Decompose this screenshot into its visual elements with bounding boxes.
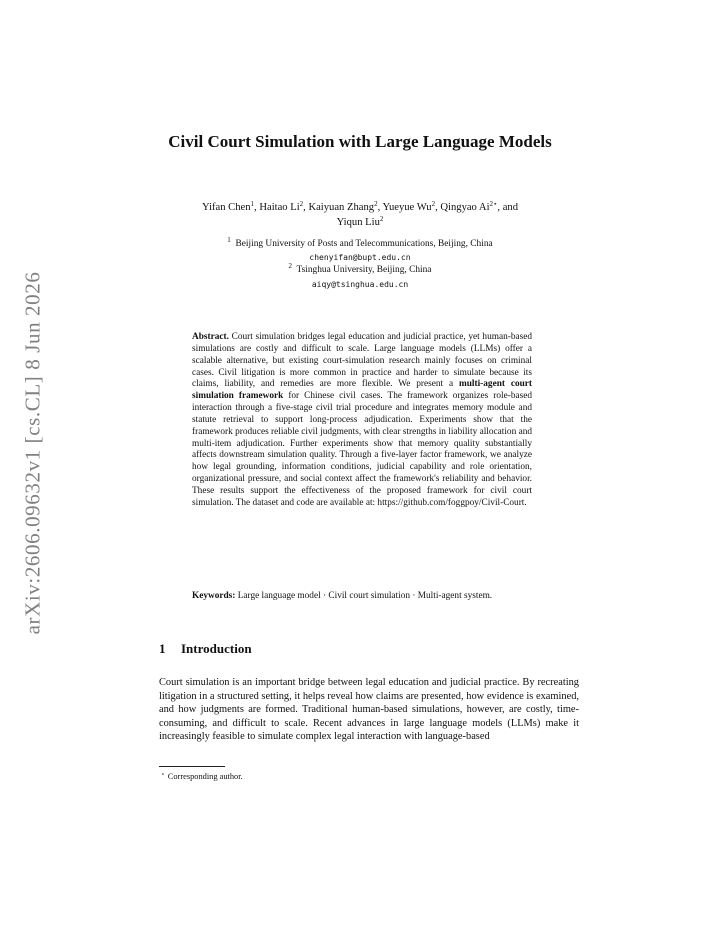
author-name: Kaiyuan Zhang bbox=[308, 202, 375, 213]
author-affil-mark: 2 bbox=[379, 215, 384, 223]
abstract-highlight: multi-agent court simulation framework bbox=[192, 379, 532, 402]
author-affil-mark: 2 bbox=[299, 200, 304, 208]
affiliations bbox=[150, 238, 570, 291]
author-name: Haitao Li bbox=[259, 202, 300, 213]
keywords-text: Large language model · Civil court simulation · Multi-agent system. bbox=[237, 591, 493, 601]
author-affil-mark: 2⋆ bbox=[489, 200, 498, 208]
paper-title: Civil Court Simulation with Large Language Models bbox=[168, 132, 552, 151]
author-list: Yifan Chen$^1$, Haitao Li$^2$, Kaiyuan Zhang$^2$, Yueyue Wu$^2$, Qingyao $Ai^{2⋆}$, and Yiqun Liu$^2$ bbox=[202, 200, 518, 228]
footnote-mark: ⋆ bbox=[161, 772, 165, 778]
footnote-text: Corresponding author. bbox=[167, 772, 243, 781]
footnote bbox=[159, 770, 579, 782]
affiliation-2: $^2$ Tsinghua University, Beijing, China bbox=[288, 262, 432, 276]
email-2[interactable]: aiqy@tsinghua.edu.cn bbox=[311, 279, 409, 289]
section-number: 1 bbox=[159, 641, 166, 656]
author-and: and bbox=[502, 202, 518, 213]
section-title: Introduction bbox=[181, 641, 252, 656]
author-name: Yiqun Liu bbox=[336, 217, 380, 228]
email-1[interactable]: chenyifan@bupt.edu.cn bbox=[309, 253, 411, 263]
arxiv-identifier: arXiv:2606.09632v1 [cs.CL] 8 Jun 2026 bbox=[20, 271, 45, 635]
author-name: Yifan Chen bbox=[202, 202, 251, 213]
author-name: Qingyao Ai bbox=[440, 202, 490, 213]
abstract-label: Abstract. bbox=[192, 332, 229, 342]
author-affil-mark: 2 bbox=[431, 200, 436, 208]
intro-paragraph: Court simulation is an important bridge between legal education and judicial practice. By recreating litigation in a structured setting, it helps reveal how claims are presented, how evidence is examined, and how judgments are formed. Traditional human-based simulations, however, are costly, time-consuming, and difficult to scale. Recent advances in large language models (LLMs) make it increasingly feasible to simulate complex legal interaction with language-based bbox=[159, 677, 579, 743]
abstract bbox=[192, 332, 532, 510]
abstract-text: Court simulation bridges legal education and judicial practice, yet human-based simulations are costly and difficult to scale. Large language models (LLMs) offer a scalable alternative, but existing court-simulation research mainly focuses on criminal cases. Civil litigation is more common in practice and harder to simulate because its claims, liability, and remedies are more flexible. We present a bbox=[192, 332, 532, 390]
keywords bbox=[192, 591, 532, 603]
author-name: Yueyue Wu bbox=[382, 202, 432, 213]
abstract-text-continued: for Chinese civil cases. The framework organizes role-based interaction through a five-stage civil trial procedure and integrates memory module and statute retrieval to support long-process adjudication. Experiments show that the framework produces reliable civil judgments, with clear strengths in liability allocation and multi-item adjudication. Further experiments show that memory quality substantially affects downstream simulation quality. Through a five-layer factor framework, we analyze how legal grounding, information conditions, judicial capability and role orientation, organizational pressure, and social context affect the framework's reliability and behavior. These results support the effectiveness of the proposed framework for civil court simulation. The dataset and code are available at: https://github.com/foggpoy/Civil-Court. bbox=[192, 391, 532, 508]
author-affil-mark: 1 bbox=[250, 200, 255, 208]
author-affil-mark: 2 bbox=[374, 200, 378, 208]
affiliation-1: $^1$ Beijing University of Posts and Telecommunications, Beijing, China bbox=[227, 236, 493, 249]
footnote-rule bbox=[159, 766, 225, 767]
section-heading bbox=[159, 641, 579, 657]
keywords-label: Keywords: bbox=[192, 591, 236, 601]
